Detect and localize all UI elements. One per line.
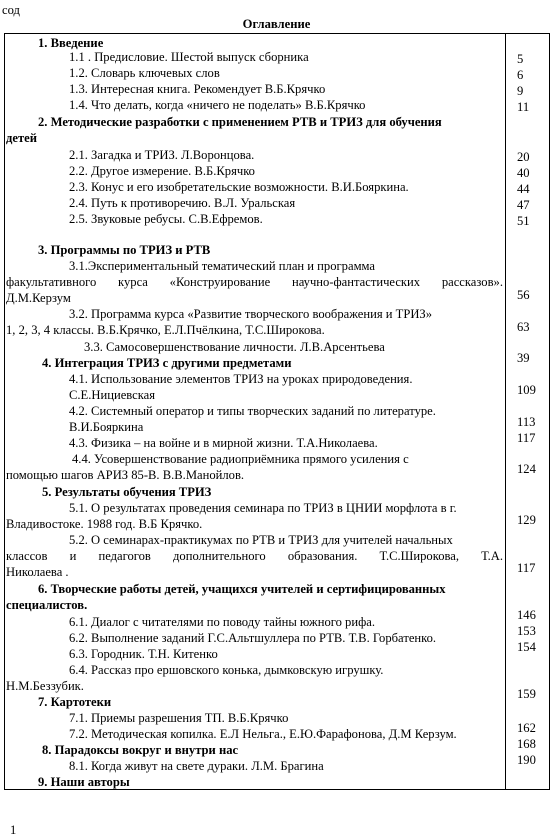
toc-entry: 2.5. Звуковые ребусы. С.В.Ефремов. (69, 212, 263, 226)
page-number: 11 (517, 100, 530, 114)
toc-entry: 6.3. Городник. Т.Н. Китенко (69, 647, 218, 661)
page-number: 63 (517, 320, 530, 334)
page-number: 47 (517, 198, 530, 212)
page-number: 168 (517, 737, 536, 751)
toc-section-heading: специалистов. (6, 598, 88, 612)
toc-entry: 4.4. Усовершенствование радиоприёмника прямого усиления с (72, 452, 409, 466)
toc-entry: 4.3. Физика – на войне и в мирной жизни. Т.А.Николаева. (69, 436, 378, 450)
page-number: 154 (517, 640, 536, 654)
page-number: 6 (517, 68, 524, 82)
toc-entry: 3.2. Программа курса «Развитие творческого воображения и ТРИЗ» (69, 307, 433, 321)
toc-entry: 1, 2, 3, 4 классы. В.Б.Крячко, Е.Л.Пчёлкина, Т.С.Широкова. (6, 323, 325, 337)
toc-section-heading: детей (6, 131, 37, 145)
toc-entry: 6.4. Рассказ про ершовского конька, дымковскую игрушку. (69, 663, 384, 677)
toc-section-heading: 6. Творческие работы детей, учащихся учителей и сертифицированных (38, 582, 446, 596)
toc-section-heading: 9. Наши авторы (38, 775, 130, 789)
toc-entry: 7.2. Методическая копилка. Е.Л Нельга., Е.Ю.Фарафонова, Д.М Керзум. (69, 727, 457, 741)
page-number: 109 (517, 383, 536, 397)
footer-page-number: 1 (10, 823, 17, 837)
toc-entry: 6.1. Диалог с читателями по поводу тайны южного рифа. (69, 615, 375, 629)
toc-section-heading: 5. Результаты обучения ТРИЗ (42, 485, 212, 499)
toc-section-heading: 2. Методические разработки с применением РТВ и ТРИЗ для обучения (38, 115, 442, 129)
page-number: 40 (517, 166, 530, 180)
page-number: 129 (517, 513, 536, 527)
column-divider (505, 33, 506, 790)
page-number: 159 (517, 687, 536, 701)
page-number: 117 (517, 431, 536, 445)
toc-entry: 5.1. О результатах проведения семинара по ТРИЗ в ЦНИИ морфлота в г. (69, 501, 457, 515)
toc-entry: 3.3. Самосовершенствование личности. Л.В.Арсентьева (84, 340, 385, 354)
toc-section-heading: 8. Парадоксы вокруг и внутри нас (42, 743, 239, 757)
toc-section-heading: 3. Программы по ТРИЗ и РТВ (38, 243, 211, 257)
toc-entry: 8.1. Когда живут на свете дураки. Л.М. Брагина (69, 759, 324, 773)
toc-entry: 4.1. Использование элементов ТРИЗ на уроках природоведения. (69, 372, 413, 386)
toc-entry: 6.2. Выполнение заданий Г.С.Альтшуллера по РТВ. Т.В. Горбатенко. (69, 631, 437, 645)
page-number: 20 (517, 150, 530, 164)
page-number: 39 (517, 351, 530, 365)
toc-entry: 5.2. О семинарах-практикумах по РТВ и ТРИЗ для учителей начальных (69, 533, 453, 547)
page-number: 44 (517, 182, 530, 196)
toc-entry: факультативного курса «Конструирование научно-фантастических рассказов». (6, 275, 503, 289)
toc-entry: 2.4. Путь к противоречию. В.Л. Уральская (69, 196, 296, 210)
toc-entry: 2.3. Конус и его изобретательские возможности. В.И.Бояркина. (69, 180, 409, 194)
page-number: 124 (517, 462, 536, 476)
header-word: сод (2, 3, 20, 17)
toc-entry: 2.1. Загадка и ТРИЗ. Л.Воронцова. (69, 148, 255, 162)
page-number: 5 (517, 52, 524, 66)
toc-title: Оглавление (242, 17, 311, 31)
toc-entry: 3.1.Экспериментальный тематический план и программа (69, 259, 376, 273)
toc-entry: Владивостоке. 1988 год. В.Б Крячко. (6, 517, 203, 531)
toc-entry: помощью шагов АРИЗ 85-В. В.В.Манойлов. (6, 468, 245, 482)
page-number: 113 (517, 415, 536, 429)
toc-entry: В.И.Бояркина (69, 420, 144, 434)
page-number: 146 (517, 608, 536, 622)
page-number: 51 (517, 214, 530, 228)
toc-entry: 1.3. Интересная книга. Рекомендует В.Б.Крячко (69, 82, 326, 96)
toc-entry: Николаева . (6, 565, 69, 579)
page-number: 9 (517, 84, 524, 98)
page-number: 153 (517, 624, 536, 638)
toc-entry: 4.2. Системный оператор и типы творческих заданий по литературе. (69, 404, 436, 418)
page-number: 117 (517, 561, 536, 575)
toc-entry: 2.2. Другое измерение. В.Б.Крячко (69, 164, 255, 178)
toc-section-heading: 4. Интеграция ТРИЗ с другими предметами (42, 356, 292, 370)
page-number: 190 (517, 753, 536, 767)
toc-entry: Н.М.Беззубик. (6, 679, 84, 693)
toc-entry: С.Е.Нициевская (69, 388, 156, 402)
toc-entry: 1.4. Что делать, когда «ничего не поделать» В.Б.Крячко (69, 98, 366, 112)
page-number: 162 (517, 721, 536, 735)
toc-section-heading: 1. Введение (38, 36, 104, 50)
toc-entry: классов и педагогов дополнительного образования. Т.С.Широкова, Т.А. (6, 549, 503, 563)
page-number: 56 (517, 288, 530, 302)
toc-entry: 1.1 . Предисловие. Шестой выпуск сборника (69, 50, 309, 64)
toc-section-heading: 7. Картотеки (38, 695, 112, 709)
toc-entry: 1.2. Словарь ключевых слов (69, 66, 220, 80)
toc-entry: 7.1. Приемы разрешения ТП. В.Б.Крячко (69, 711, 289, 725)
toc-entry: Д.М.Керзум (6, 291, 71, 305)
